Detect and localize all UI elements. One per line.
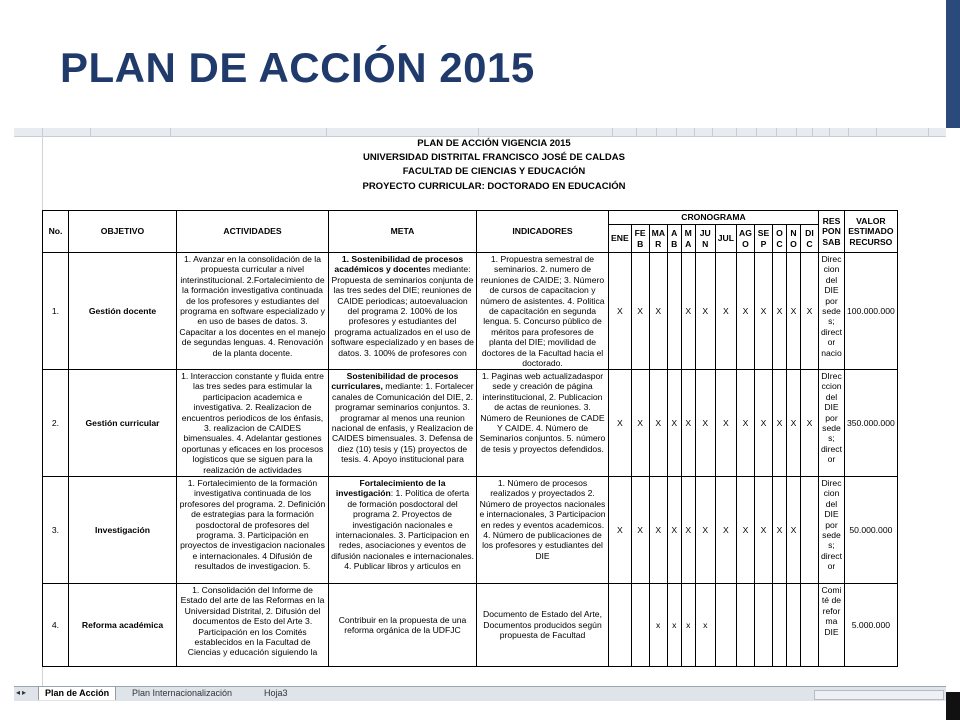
actividades-cell[interactable] bbox=[177, 370, 329, 477]
month-header: MA R bbox=[649, 225, 667, 253]
table-row bbox=[43, 370, 898, 477]
valor-cell[interactable]: 50.000.000 bbox=[844, 477, 897, 584]
month-cell[interactable]: x bbox=[695, 584, 715, 667]
month-cell[interactable]: X bbox=[609, 370, 632, 477]
month-cell[interactable]: X bbox=[772, 370, 786, 477]
month-cell[interactable]: X bbox=[681, 253, 695, 370]
objetivo-cell[interactable]: Gestión curricular bbox=[69, 370, 177, 477]
sheet-tab-hoja3[interactable]: Hoja3 bbox=[264, 688, 288, 698]
objetivo-cell[interactable]: Gestión docente bbox=[69, 253, 177, 370]
month-cell[interactable]: X bbox=[715, 370, 736, 477]
month-cell[interactable]: X bbox=[772, 477, 786, 584]
month-cell[interactable] bbox=[715, 584, 736, 667]
valor-cell[interactable]: 100.000.000 bbox=[844, 253, 897, 370]
month-header: AG O bbox=[736, 225, 754, 253]
meta-bold-text: Sostenibilidad de procesos curriculares, bbox=[331, 371, 459, 392]
responsable-cell[interactable] bbox=[818, 477, 844, 584]
cell-text bbox=[331, 371, 474, 475]
month-cell[interactable]: X bbox=[649, 370, 667, 477]
header-cronograma: CRONOGRAMA bbox=[609, 211, 819, 225]
header-meta: META bbox=[329, 211, 477, 253]
month-cell[interactable]: X bbox=[754, 477, 772, 584]
month-cell[interactable]: X bbox=[736, 253, 754, 370]
corner-block bbox=[946, 692, 960, 720]
month-cell[interactable]: X bbox=[649, 477, 667, 584]
valor-cell[interactable]: 5.000.000 bbox=[844, 584, 897, 667]
cell-text: 1. Propuestra semestral de seminarios. 2. numero de reuniones de CAIDE; 3. Número de cursos de capacitacion y número de asistentes. 4. Politica de capacitación en segunda lengua. 5. Concurso público de méritos para profesores de planta del DIE; movilidad de doctores de la Facultad hacia el doctorado. bbox=[480, 254, 605, 368]
month-header: FE B bbox=[631, 225, 649, 253]
month-cell[interactable]: X bbox=[736, 370, 754, 477]
sheet-tab-plan-de-accion[interactable]: Plan de Acción bbox=[38, 687, 116, 700]
meta-text: : 1. Politica de oferta de formación posdoctoral del programa 2. Proyectos de investigación nacionales e internacionales. 3. Participacion en redes, asociaciones y eventos de difusión nacionales e internacionales. 4. Publicar libros y articulos en bbox=[331, 488, 474, 572]
responsable-cell[interactable] bbox=[818, 584, 844, 667]
month-cell[interactable] bbox=[736, 584, 754, 667]
month-cell[interactable]: x bbox=[667, 584, 681, 667]
slide-title: PLAN DE ACCIÓN 2015 bbox=[60, 44, 535, 91]
month-cell[interactable] bbox=[754, 584, 772, 667]
month-cell[interactable]: X bbox=[800, 370, 818, 477]
meta-cell[interactable] bbox=[329, 370, 477, 477]
month-cell[interactable]: X bbox=[736, 477, 754, 584]
month-cell[interactable]: X bbox=[772, 253, 786, 370]
indicadores-cell[interactable] bbox=[477, 253, 609, 370]
cell-text: DIrec ccion del DIE por sede s; direct or bbox=[820, 371, 842, 465]
month-cell[interactable]: X bbox=[695, 477, 715, 584]
header-no: No. bbox=[43, 211, 69, 253]
month-cell[interactable] bbox=[772, 584, 786, 667]
meta-bold-text: Fortalecimiento de la investigación bbox=[335, 478, 446, 499]
action-plan-table bbox=[42, 210, 898, 667]
spreadsheet[interactable] bbox=[14, 128, 946, 686]
cell-text: Comi té de refor ma DIE bbox=[821, 585, 842, 637]
month-cell[interactable]: X bbox=[681, 370, 695, 477]
month-cell[interactable]: X bbox=[715, 253, 736, 370]
actividades-cell[interactable] bbox=[177, 253, 329, 370]
row-number[interactable]: 3. bbox=[43, 477, 69, 584]
month-header: N O bbox=[786, 225, 800, 253]
meta-cell[interactable] bbox=[329, 477, 477, 584]
valor-cell[interactable]: 350.000.000 bbox=[844, 370, 897, 477]
month-cell[interactable]: X bbox=[609, 253, 632, 370]
month-cell[interactable] bbox=[800, 477, 818, 584]
actividades-cell[interactable] bbox=[177, 584, 329, 667]
meta-cell[interactable] bbox=[329, 584, 477, 667]
sheet-tab-plan-internacionalizacion[interactable]: Plan Internacionalización bbox=[132, 688, 233, 698]
header-responsable: RES PON SAB bbox=[818, 211, 844, 253]
month-cell[interactable]: X bbox=[667, 370, 681, 477]
sheet-headline: FACULTAD DE CIENCIAS Y EDUCACIÓN bbox=[402, 166, 586, 177]
row-number[interactable]: 2. bbox=[43, 370, 69, 477]
sheet-headline: PLAN DE ACCIÓN VIGENCIA 2015 bbox=[417, 138, 571, 149]
cell-text: Direc cion del DIE por sede s; direct or nacio bbox=[820, 254, 842, 358]
month-cell[interactable] bbox=[800, 584, 818, 667]
indicadores-cell[interactable] bbox=[477, 477, 609, 584]
meta-text: Contribuir en la propuesta de una reforma orgánica de la UDFJC bbox=[338, 614, 467, 635]
objetivo-cell[interactable]: Investigación bbox=[69, 477, 177, 584]
month-cell[interactable]: X bbox=[631, 253, 649, 370]
cell-text: Documento de Estado del Arte, Documentos producidos según propuesta de Facultad bbox=[483, 609, 602, 641]
month-cell[interactable]: X bbox=[609, 477, 632, 584]
cell-text: 1. Paginas web actualizadaspor sede y creación de página interinstitucional, 2. Publicacion de actas de reuniones. 3. Número de Reuniones de CADE Y CAIDE. 4. Número de Seminarios conjuntos. 5. número de tesis y proyectos defendidos. bbox=[479, 371, 606, 454]
cell-text: 1. Número de procesos realizados y proyectados 2. Número de proyectos nacionales e internacionales, 3 Participacion en redes y eventos academicos. 4. Número de publicaciones de los profesores y estudiantes del DIE bbox=[479, 478, 606, 561]
actividades-cell[interactable] bbox=[177, 477, 329, 584]
month-cell[interactable]: X bbox=[631, 477, 649, 584]
month-cell[interactable] bbox=[667, 253, 681, 370]
month-header: JUL bbox=[715, 225, 736, 253]
meta-cell[interactable] bbox=[329, 253, 477, 370]
month-header: SE P bbox=[754, 225, 772, 253]
meta-text: s mediante: Propuesta de seminarios conjunta de las tres sedes del DIE; reuniones de CAIDE periodicas; autoevaluacion del programa 2. 100% de los profesores y estudiantes del programa actualizados en el uso de software especializado y en bases de datos. 3. 100% de profesores con bbox=[331, 264, 474, 358]
month-cell[interactable]: X bbox=[800, 253, 818, 370]
header-valor: VALOR ESTIMADO RECURSO bbox=[844, 211, 897, 253]
sheet-headline: PROYECTO CURRICULAR: DOCTORADO EN EDUCACIÓN bbox=[362, 181, 626, 192]
month-header: ENE bbox=[609, 225, 632, 253]
month-header: JU N bbox=[695, 225, 715, 253]
cell-text: Direc cion del DIE por sede s; direct or bbox=[820, 478, 842, 572]
sheet-headline: UNIVERSIDAD DISTRITAL FRANCISCO JOSÉ DE CALDAS bbox=[363, 152, 625, 163]
header-indicadores: INDICADORES bbox=[477, 211, 609, 253]
meta-text: mediante: 1. Fortalecer canales de Comunicación del DIE, 2. programar seminarios conjuntos. 3. programar al menos una reunion nacional de enfasis, y Realizacion de CAIDES bimensuales. 3. Defensa de diez (10) tesis y (15) proyectos de tesis. 4. Apoyo institucional para bbox=[331, 381, 474, 465]
month-cell[interactable]: X bbox=[754, 253, 772, 370]
accent-bar bbox=[946, 0, 960, 128]
month-cell[interactable]: X bbox=[754, 370, 772, 477]
header-actividades: ACTIVIDADES bbox=[177, 211, 329, 253]
header-objetivo: OBJETIVO bbox=[69, 211, 177, 253]
column-header-strip bbox=[14, 128, 946, 137]
sheet-tabs-bar bbox=[14, 686, 946, 701]
horizontal-scrollbar[interactable] bbox=[814, 690, 944, 700]
row-number[interactable]: 1. bbox=[43, 253, 69, 370]
month-cell[interactable]: X bbox=[667, 477, 681, 584]
objetivo-cell[interactable]: Reforma académica bbox=[69, 584, 177, 667]
cell-text bbox=[331, 478, 474, 582]
meta-bold-text: 1. Sostenibilidad de procesos académicos y docente bbox=[334, 254, 464, 275]
responsable-cell[interactable] bbox=[818, 253, 844, 370]
cell-text bbox=[331, 254, 474, 368]
cell-text: 1. Fortalecimiento de la formación investigativa continuada de los profesores del programa. 2. Definición de estrategias para la formación posdoctoral de profesores del programa. 3. Participación en proyectos de investigacion nacionales e internacionales. 4 Difusión de resultados de investigacion. 5. bbox=[179, 478, 326, 572]
month-header: A B bbox=[667, 225, 681, 253]
month-cell[interactable]: X bbox=[681, 477, 695, 584]
month-cell[interactable]: X bbox=[695, 370, 715, 477]
month-header: O C bbox=[772, 225, 786, 253]
month-cell[interactable]: X bbox=[715, 477, 736, 584]
responsable-cell[interactable] bbox=[818, 370, 844, 477]
month-cell[interactable]: x bbox=[649, 584, 667, 667]
month-cell[interactable] bbox=[631, 584, 649, 667]
month-header: M A bbox=[681, 225, 695, 253]
row-gutter bbox=[14, 136, 43, 686]
month-cell[interactable] bbox=[609, 584, 632, 667]
month-cell[interactable]: X bbox=[631, 370, 649, 477]
indicadores-cell[interactable] bbox=[477, 370, 609, 477]
month-cell[interactable]: X bbox=[786, 370, 800, 477]
month-header: DI C bbox=[800, 225, 818, 253]
sheet-nav-arrows-icon[interactable]: ◂▸ bbox=[16, 688, 29, 697]
month-cell[interactable]: X bbox=[649, 253, 667, 370]
table-row bbox=[43, 584, 898, 667]
cell-text: 1. Avanzar en la consolidación de la propuesta curricular a nivel interinstitucional. 2.Fortalecimiento de la formación investigativa continuada de los profesores y estudiantes del programa en software especializado y en uso de bases de datos. 3. Capacitar a los docentes en el manejo de segundas lenguas. 4. Renovación de la planta docente. bbox=[179, 254, 326, 358]
month-cell[interactable]: X bbox=[695, 253, 715, 370]
cell-text bbox=[331, 585, 474, 665]
indicadores-cell[interactable] bbox=[477, 584, 609, 667]
cell-text: 1. Consolidación del Informe de Estado del arte de las Reformas en la Universidad Distrital, 2. Difusión del documentos de Esto del Arte 3. Participación en los Comités establecidos en la Facultad de Ciencias y educación siguiendo la bbox=[180, 585, 325, 658]
month-cell[interactable]: X bbox=[786, 253, 800, 370]
cell-text: 1. Interaccion constante y fluida entre las tres sedes para estimular la participacion academica e investigativa. 2. Realizacion de encuentros periodicos de los énfasis, 3. realizacion de CAIDES bimensuales. 4. Adelantar gestiones oportunas y eficaces en los procesos logisticos que se siguen para la realización de actividades bbox=[181, 371, 324, 475]
month-cell[interactable]: x bbox=[681, 584, 695, 667]
month-cell[interactable]: X bbox=[786, 477, 800, 584]
table-row bbox=[43, 253, 898, 370]
month-cell[interactable] bbox=[786, 584, 800, 667]
table-row bbox=[43, 477, 898, 584]
row-number[interactable]: 4. bbox=[43, 584, 69, 667]
